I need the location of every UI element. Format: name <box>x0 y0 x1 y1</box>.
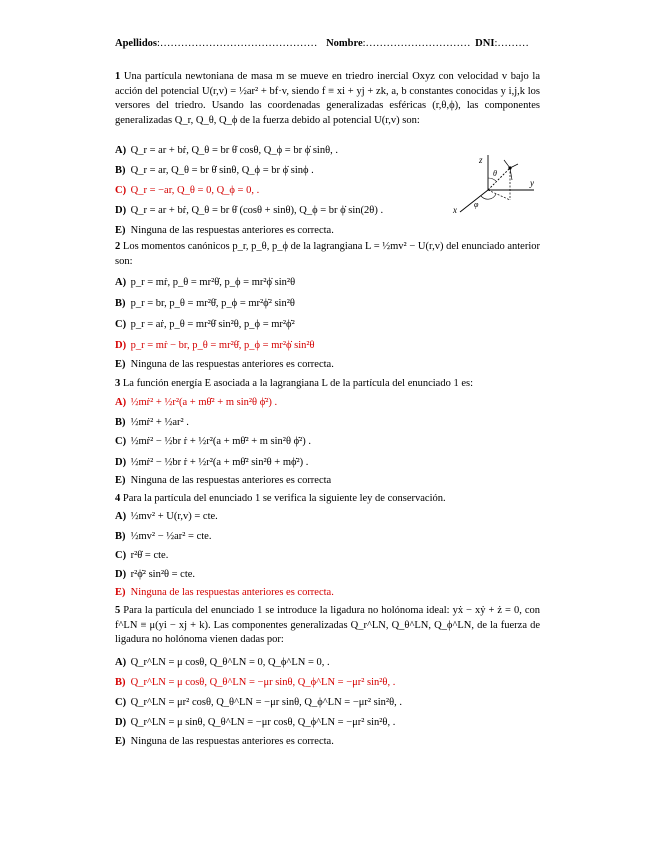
spherical-coordinates-figure <box>448 150 540 232</box>
question-4-option-a[interactable]: A) ½mv² + U(r,v) = cte. <box>115 511 218 522</box>
question-2-option-c[interactable]: C) p_r = aṙ, p_θ = mr²θ̇ sin²θ, p_ϕ = mr²ϕ̇² <box>115 319 295 330</box>
z-axis-label: z <box>479 155 483 165</box>
question-1-option-d[interactable]: D) Q_r = ar + bṙ, Q_θ = br θ̇ (cosθ + sinθ), Q_ϕ = br ϕ̇ sin(2θ) . <box>115 205 384 216</box>
unit-vector-theta <box>504 160 510 168</box>
question-3-option-d[interactable]: D) ½mṙ² − ½br ṙ + ½r²(a + mθ̇² sin²θ + mϕ̇²) . <box>115 457 309 468</box>
apellidos-field[interactable]: :……………………………………… <box>157 38 318 49</box>
question-2-option-a[interactable]: A) p_r = mṙ, p_θ = mr²θ̇, p_ϕ = mr²ϕ̇ sin²θ <box>115 277 296 288</box>
question-1-option-b[interactable]: B) Q_r = ar, Q_θ = br θ̇ sinθ, Q_ϕ = br ϕ̇ sinϕ . <box>115 165 314 176</box>
question-5-option-a[interactable]: A) Q_r^LN = μ cosθ, Q_θ^LN = 0, Q_ϕ^LN = 0, . <box>115 657 330 668</box>
y-axis-label: y <box>530 178 534 188</box>
nombre-label: Nombre <box>326 38 363 49</box>
question-5-option-e[interactable]: E) Ninguna de las respuestas anteriores es correcta. <box>115 736 334 747</box>
question-3-option-c[interactable]: C) ½mṙ² − ½br ṙ + ½r²(a + mθ̇² + m sin²θ ϕ̇²) . <box>115 436 312 447</box>
apellidos-label: Apellidos <box>115 38 158 49</box>
question-3-statement: 3 La función energía E asociada a la lagrangiana L de la partícula del enunciado 1 es: <box>115 378 474 389</box>
question-3-option-b[interactable]: B) ½mṙ² + ½ar² . <box>115 417 189 428</box>
unit-vector-phi <box>510 164 518 168</box>
question-5-option-d[interactable]: D) Q_r^LN = μ sinθ, Q_θ^LN = −μr cosθ, Q_ϕ^LN = −μr² sin²θ, . <box>115 717 396 728</box>
x-axis-label: x <box>453 205 457 215</box>
position-vector <box>488 168 510 190</box>
question-5-option-c[interactable]: C) Q_r^LN = μr² cosθ, Q_θ^LN = −μr sinθ, Q_ϕ^LN = −μr² sin²θ, . <box>115 697 402 708</box>
question-1-statement: 1 Una partícula newtoniana de masa m se mueve en triedro inercial Oxyz con velocidad v bajo la acción del potencial U(r,v) = ½ar² + bf·v, siendo f ≡ xi + yj + zk, a, b constantes conocidas y i,j,k los versores del triedro. Usando las coordenadas generalizadas esféricas (r,θ,ϕ), las componentes generalizadas Q_r, Q_θ, Q_ϕ de la fuerza debido al potencial U(r,v) son: <box>115 71 541 126</box>
question-2-option-e[interactable]: E) Ninguna de las respuestas anteriores es correcta. <box>115 359 334 370</box>
dni-label: DNI <box>475 38 495 49</box>
question-4-option-d[interactable]: D) r²ϕ̇² sin²θ = cte. <box>115 569 196 580</box>
phi-arc <box>481 194 496 199</box>
phi-label: φ <box>474 200 479 209</box>
question-2-option-d[interactable]: D) p_r = mṙ − br, p_θ = mr²θ̇, p_ϕ = mr²ϕ̇ sin²θ <box>115 340 315 351</box>
question-4-statement: 4 Para la partícula del enunciado 1 se verifica la siguiente ley de conservación. <box>115 493 446 504</box>
nombre-field[interactable]: :………………………… <box>362 38 471 49</box>
question-4-option-b[interactable]: B) ½mv² − ½ar² = cte. <box>115 531 212 542</box>
question-4-option-e[interactable]: E) Ninguna de las respuestas anteriores es correcta. <box>115 587 334 598</box>
question-3-option-e[interactable]: E) Ninguna de las respuestas anteriores es correcta <box>115 475 332 486</box>
question-3-option-a[interactable]: A) ½mṙ² + ½r²(a + mθ̇² + m sin²θ ϕ̇²) . <box>115 397 278 408</box>
theta-arc <box>488 178 496 181</box>
question-2-statement: 2 Los momentos canónicos p_r, p_θ, p_ϕ de la lagrangiana L = ½mv² − U(r,v) del enunciado anterior son: <box>115 241 541 267</box>
question-5-statement: 5 Para la partícula del enunciado 1 se introduce la ligadura no holónoma ideal: yẋ − xẏ + ż = 0, con f^LN ≡ μ(yi − xj + k). Las componentes generalizadas Q_r^LN, Q_θ^LN, Q_ϕ^LN, de la fuerza de ligadura no holónoma vienen dadas por: <box>115 605 540 645</box>
question-4-option-c[interactable]: C) r²θ̇ = cte. <box>115 550 169 561</box>
question-1-option-e[interactable]: E) Ninguna de las respuestas anteriores es correcta. <box>115 225 334 236</box>
question-1-option-c[interactable]: C) Q_r = −ar, Q_θ = 0, Q_ϕ = 0, . <box>115 185 260 196</box>
question-1-option-a[interactable]: A) Q_r = ar + bṙ, Q_θ = br θ̇ cosθ, Q_ϕ = br ϕ̇ sinθ, . <box>115 145 338 156</box>
dni-field[interactable]: :……… <box>494 38 529 49</box>
exam-header <box>115 38 545 49</box>
question-5-option-b[interactable]: B) Q_r^LN = μ cosθ, Q_θ^LN = −μr sinθ, Q_ϕ^LN = −μr² sin²θ, . <box>115 677 396 688</box>
theta-label: θ <box>493 169 497 178</box>
question-2-option-b[interactable]: B) p_r = br, p_θ = mr²θ̇, p_ϕ = mr²ϕ̇² sin²θ <box>115 298 295 309</box>
unit-vector-r <box>510 168 512 180</box>
